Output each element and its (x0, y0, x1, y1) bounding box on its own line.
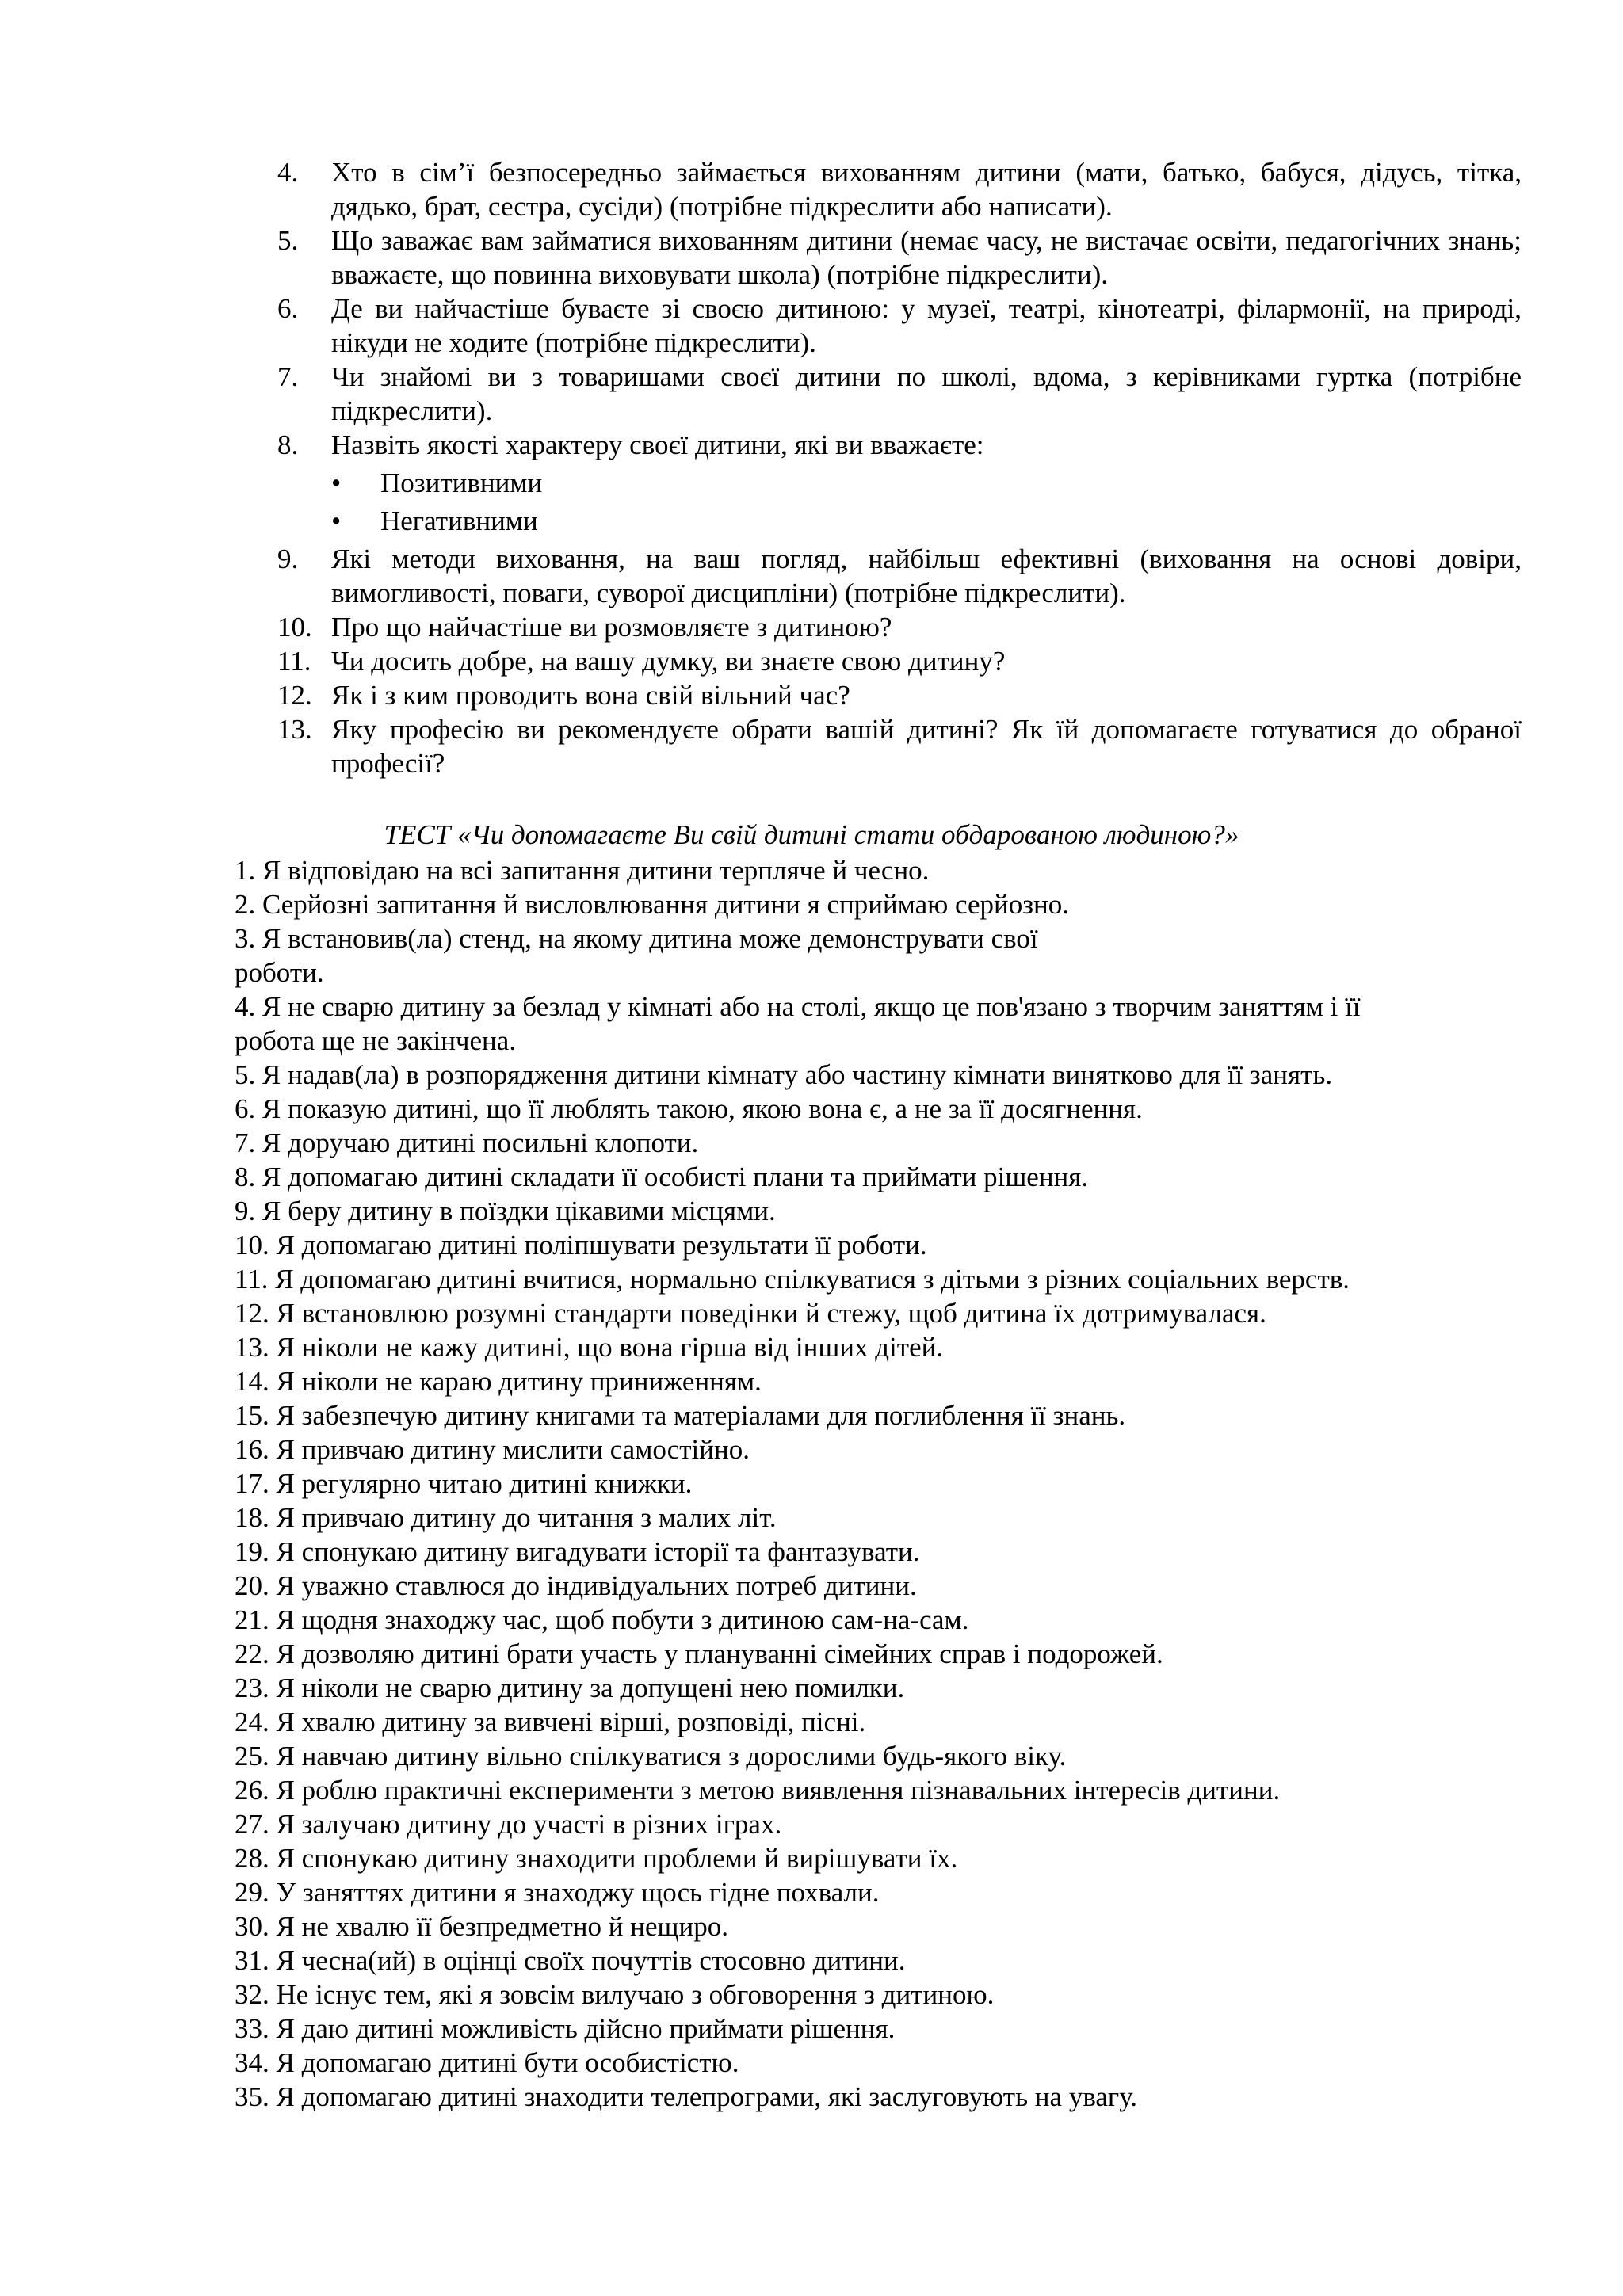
test-item: 5. Я надав(ла) в розпорядження дитини кімнату або частину кімнати винятково для її занять. (235, 1059, 1333, 1090)
test-item: 27. Я залучаю дитину до участі в різних іграх. (235, 1809, 782, 1840)
test-item: 26. Я роблю практичні експерименти з метою виявлення пізнавальних інтересів дитини. (235, 1775, 1281, 1806)
test-item: 12. Я встановлюю розумні стандарти поведінки й стежу, щоб дитина їх дотримувалася. (235, 1298, 1266, 1329)
bullet-icon: • (331, 505, 342, 536)
test-item: 1. Я відповідаю на всі запитання дитини терпляче й чесно. (235, 855, 930, 886)
test-item: 3. Я встановив(ла) стенд, на якому дитина може демонструвати свої (235, 923, 1038, 954)
test-item: 18. Я привчаю дитину до читання з малих літ. (235, 1502, 777, 1533)
question-text: Назвіть якості характеру своєї дитини, які ви вважаєте: (331, 429, 984, 460)
question-number: 8. (277, 429, 299, 460)
test-item: 4. Я не сварю дитину за безлад у кімнаті або на столі, якщо це пов'язано з творчим заняттям і її (235, 991, 1361, 1022)
bullet-text: Негативними (380, 505, 538, 536)
question-item (277, 712, 1522, 780)
test-item: 20. Я уважно ставлюся до індивідуальних потреб дитини. (235, 1570, 917, 1601)
test-item: 30. Я не хвалю її безпредметно й нещиро. (235, 1911, 728, 1942)
question-number: 4. (277, 157, 299, 188)
bullet-text: Позитивними (380, 467, 543, 498)
question-number: 11. (277, 646, 311, 677)
test-item: 13. Я ніколи не кажу дитині, що вона гірша від інших дітей. (235, 1332, 944, 1363)
test-item: 33. Я даю дитині можливість дійсно приймати рішення. (235, 2013, 896, 2044)
bullet-item (277, 466, 1522, 500)
test-item: 29. У заняттях дитини я знаходжу щось гідне похвали. (235, 1877, 880, 1908)
questionnaire-list (277, 155, 1522, 780)
question-text: Як і з ким проводить вона свій вільний час? (331, 680, 850, 711)
test-item: 34. Я допомагаю дитині бути особистістю. (235, 2047, 739, 2078)
test-item: 17. Я регулярно читаю дитині книжки. (235, 1468, 693, 1499)
test-item: 7. Я доручаю дитині посильні клопоти. (235, 1127, 699, 1158)
test-items-list (235, 853, 1534, 2114)
test-item: 22. Я дозволяю дитині брати участь у плануванні сімейних справ і подорожей. (235, 1638, 1163, 1669)
question-text: Де ви найчастіше буваєте зі своєю дитиною: у музеї, театрі, кінотеатрі, філармонії, на природі, нікуди не ходите (потрібне підкреслити). (331, 293, 1522, 358)
test-item: робота ще не закінчена. (235, 1025, 517, 1056)
question-text: Чи досить добре, на вашу думку, ви знаєте свою дитину? (331, 646, 1006, 677)
question-number: 10. (277, 612, 312, 643)
test-item: 9. Я беру дитину в поїздки цікавими місцями. (235, 1196, 776, 1226)
test-item: 25. Я навчаю дитину вільно спілкуватися з дорослими будь-якого віку. (235, 1741, 1067, 1772)
question-number: 13. (277, 714, 312, 745)
question-text: Хто в сім’ї безпосередньо займається вихованням дитини (мати, батько, бабуся, дідусь, тітка, дядько, брат, сестра, сусіди) (потрібне підкреслити або написати). (331, 157, 1522, 222)
question-item (277, 428, 1522, 462)
test-item: 2. Серйозні запитання й висловлювання дитини я сприймаю серйозно. (235, 889, 1070, 920)
bullet-icon: • (331, 467, 342, 498)
question-item (277, 223, 1522, 292)
test-item: 15. Я забезпечую дитину книгами та матеріалами для поглиблення її знань. (235, 1400, 1126, 1431)
question-text: Про що найчастіше ви розмовляєте з дитиною? (331, 612, 892, 643)
test-item: 11. Я допомагаю дитині вчитися, нормально спілкуватися з дітьми з різних соціальних верств. (235, 1264, 1350, 1295)
test-item: 35. Я допомагаю дитині знаходити телепрограми, які заслуговують на увагу. (235, 2081, 1138, 2112)
test-item: 10. Я допомагаю дитині поліпшувати результати її роботи. (235, 1230, 927, 1261)
question-item (277, 644, 1522, 678)
test-item: 19. Я спонукаю дитину вигадувати історії та фантазувати. (235, 1536, 920, 1567)
question-text: Що заважає вам займатися вихованням дитини (немає часу, не вистачає освіти, педагогічних знань; вважаєте, що повинна виховувати школа) (потрібне підкреслити). (331, 225, 1522, 290)
question-number: 6. (277, 293, 299, 324)
test-item: 6. Я показую дитині, що її люблять такою, якою вона є, а не за її досягнення. (235, 1093, 1143, 1124)
test-item: 14. Я ніколи не караю дитину приниженням. (235, 1366, 762, 1397)
test-item: 23. Я ніколи не сварю дитину за допущені нею помилки. (235, 1672, 905, 1703)
test-item: 28. Я спонукаю дитину знаходити проблеми й вирішувати їх. (235, 1843, 958, 1874)
test-item: роботи. (235, 957, 324, 988)
test-item: 8. Я допомагаю дитині складати її особисті плани та приймати рішення. (235, 1161, 1089, 1192)
bullet-item (277, 504, 1522, 538)
test-title: ТЕСТ «Чи допомагаєте Ви свій дитині стати обдарованою людиною?» (384, 819, 1239, 850)
question-number: 9. (277, 543, 299, 574)
question-item (277, 610, 1522, 644)
question-text: Чи знайомі ви з товаришами своєї дитини по школі, вдома, з керівниками гуртка (потрібне підкреслити). (331, 361, 1522, 426)
question-text: Які методи виховання, на ваш погляд, найбільш ефективні (виховання на основі довіри, вимогливості, поваги, суворої дисципліни) (потрібне підкреслити). (331, 543, 1522, 608)
question-item (277, 678, 1522, 712)
test-item: 32. Не існує тем, які я зовсім вилучаю з обговорення з дитиною. (235, 1979, 995, 2010)
question-item (277, 360, 1522, 428)
test-item: 24. Я хвалю дитину за вивчені вірші, розповіді, пісні. (235, 1707, 866, 1737)
question-number: 5. (277, 225, 299, 256)
question-number: 12. (277, 680, 312, 711)
question-item (277, 542, 1522, 610)
test-item: 16. Я привчаю дитину мислити самостійно. (235, 1434, 750, 1465)
question-item (277, 155, 1522, 223)
question-text: Яку професію ви рекомендуєте обрати вашій дитині? Як їй допомагаєте готуватися до обраної професії? (331, 714, 1522, 779)
question-item (277, 292, 1522, 360)
test-item: 21. Я щодня знаходжу час, щоб побути з дитиною сам-на-сам. (235, 1604, 969, 1635)
question-number: 7. (277, 361, 299, 392)
test-item: 31. Я чесна(ий) в оцінці своїх почуттів стосовно дитини. (235, 1945, 906, 1976)
